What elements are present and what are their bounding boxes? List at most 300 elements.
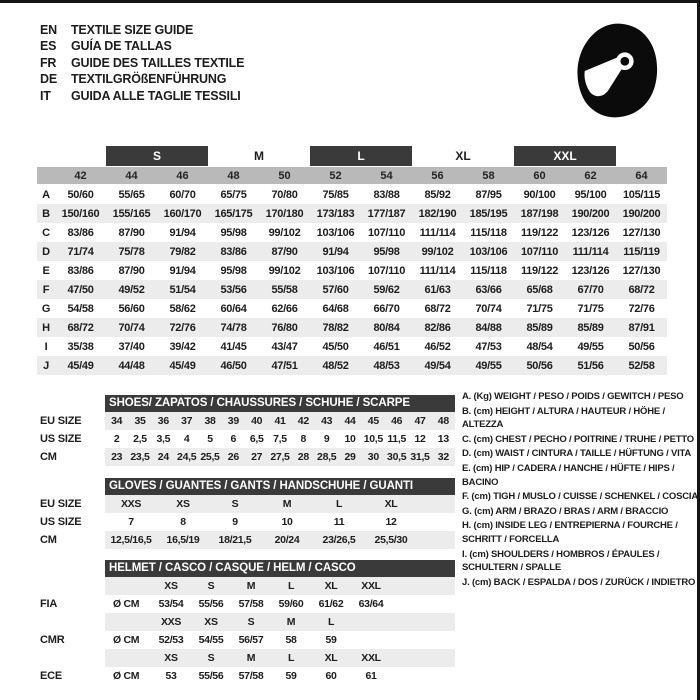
language-title: GUIDA ALLE TAGLIE TESSILI xyxy=(71,88,241,103)
cell: 76/80 xyxy=(271,321,298,334)
cell: 71/74 xyxy=(67,245,94,258)
cell: 12,5/16,5 xyxy=(110,534,152,546)
cell: 165/175 xyxy=(214,207,253,220)
helmet-values xyxy=(105,595,455,613)
cell: 49/55 xyxy=(475,359,502,372)
gloves-table-body xyxy=(40,495,460,549)
cell: 53 xyxy=(165,670,177,682)
cell: 49/52 xyxy=(118,283,145,296)
cell: 43/47 xyxy=(271,340,298,353)
size-cell: M xyxy=(246,580,256,592)
cell: 59/62 xyxy=(373,283,400,296)
cell: 111/114 xyxy=(419,226,456,239)
cell: 18/21,5 xyxy=(218,534,252,546)
cell: 99/102 xyxy=(421,245,454,258)
table-row xyxy=(37,242,667,261)
row-label: I xyxy=(44,340,48,353)
helmet-size-row xyxy=(40,577,460,595)
shoes-row-values xyxy=(105,412,455,430)
legend-item: J. (cm) BACK / ESPALDA / DOS / ZURÜCK / INDIETRO xyxy=(462,576,696,588)
gloves-row-label: CM xyxy=(40,534,57,546)
cell: 61/63 xyxy=(424,283,451,296)
col-header: 54 xyxy=(380,169,393,182)
cell: 70/80 xyxy=(271,188,298,201)
col-header: 56 xyxy=(431,169,444,182)
row-label: A xyxy=(42,188,50,201)
language-row xyxy=(40,71,244,87)
cell: 99/102 xyxy=(268,264,301,277)
size-band-xl: XL xyxy=(455,149,471,163)
size-cell: S xyxy=(207,580,215,592)
cell: 160/170 xyxy=(163,207,202,220)
cell: 68/72 xyxy=(628,283,655,296)
table-row xyxy=(37,204,667,223)
shoes-row-label: CM xyxy=(40,451,57,463)
cell: 91/94 xyxy=(169,226,196,239)
cell: 53/54 xyxy=(158,598,184,610)
cell: 103/106 xyxy=(316,226,355,239)
col-header: 62 xyxy=(584,169,597,182)
measurement-legend xyxy=(462,390,698,590)
gloves-row xyxy=(40,513,460,531)
cell: 16,5/19 xyxy=(166,534,200,546)
legend-item: C. (cm) CHEST / PECHO / POITRINE / TRUHE / PETTO xyxy=(462,433,694,445)
cell: 57/58 xyxy=(238,670,264,682)
col-header: 64 xyxy=(635,169,648,182)
cell: 39 xyxy=(227,415,239,427)
table-row xyxy=(37,280,667,299)
cell: 105/115 xyxy=(622,188,661,201)
cell: 43 xyxy=(321,415,333,427)
cell: 47 xyxy=(414,415,426,427)
cell: 42 xyxy=(297,415,309,427)
table-row xyxy=(37,356,667,375)
legend-item: H. (cm) INSIDE LEG / ENTREPIERNA / FOURCHE / SCHRITT / FORCELLA xyxy=(462,520,678,545)
size-cell: S xyxy=(207,652,215,664)
cell: XS xyxy=(176,498,190,510)
cell: 187/198 xyxy=(520,207,559,220)
cell: 82/86 xyxy=(424,321,451,334)
cell: 30,5 xyxy=(387,451,407,463)
cell: 190/200 xyxy=(571,207,610,220)
cell: 66/70 xyxy=(373,302,400,315)
main-size-band-row xyxy=(37,146,667,166)
helmet-value-row xyxy=(40,595,460,613)
cell: 54/55 xyxy=(198,634,224,646)
size-band-l: L xyxy=(310,146,412,166)
cell: S xyxy=(231,498,239,510)
cell: 59 xyxy=(285,670,297,682)
legend-item: A. (Kg) WEIGHT / PESO / POIDS / GEWITCH / PESO xyxy=(462,391,684,402)
cell: 87/95 xyxy=(475,188,502,201)
cell: 60/64 xyxy=(220,302,247,315)
cell: 26 xyxy=(227,451,239,463)
cell: 10 xyxy=(344,433,356,445)
cell: 150/160 xyxy=(61,207,100,220)
size-band-m: M xyxy=(254,149,264,163)
cell: 46/52 xyxy=(424,340,451,353)
size-cell: XS xyxy=(164,652,178,664)
helmet-table-body xyxy=(40,577,460,685)
cell: 37 xyxy=(181,415,193,427)
legend-item: E. (cm) HIP / CADERA / HANCHE / HÜFTE / HIPS / BACINO xyxy=(462,462,675,488)
cell: 115/119 xyxy=(623,245,660,258)
cell: 49/55 xyxy=(577,340,604,353)
cell: 78/82 xyxy=(322,321,349,334)
cell: 127/130 xyxy=(622,226,661,239)
main-col-header-row xyxy=(37,167,667,184)
helmet-size-values xyxy=(105,649,455,667)
size-cell: XXS xyxy=(160,616,182,628)
cell: 3,5 xyxy=(156,433,171,445)
cell: 35 xyxy=(134,415,146,427)
racing-helmet-icon xyxy=(573,18,661,129)
language-title: TEXTILE SIZE GUIDE xyxy=(71,23,194,37)
cell: 31,5 xyxy=(410,451,430,463)
gloves-row xyxy=(40,495,460,513)
cell: 72/76 xyxy=(169,321,196,334)
cell: 107/110 xyxy=(520,245,559,258)
cell: XXS xyxy=(120,498,142,510)
cell: 7 xyxy=(128,516,134,528)
cell: 87/90 xyxy=(118,226,145,239)
cell: 95/100 xyxy=(574,188,607,201)
cell: 57/58 xyxy=(238,598,264,610)
cell: 85/92 xyxy=(424,188,451,201)
cell: 2 xyxy=(113,433,120,445)
row-label: J xyxy=(43,359,49,372)
cell: 45/49 xyxy=(169,359,196,372)
cell: 47/50 xyxy=(67,283,94,296)
cell: 74/78 xyxy=(220,321,247,334)
cell: 68/72 xyxy=(67,321,94,334)
cell: 45/49 xyxy=(67,359,94,372)
cell: 51/54 xyxy=(169,283,196,296)
cell: 56/57 xyxy=(238,634,264,646)
cell: 13 xyxy=(437,433,449,445)
cell: 111/114 xyxy=(572,245,609,258)
cell: 41 xyxy=(274,415,286,427)
cell: 4 xyxy=(183,433,190,445)
cell: 7,5 xyxy=(273,433,287,445)
cell: 37/40 xyxy=(118,340,145,353)
cell: 60 xyxy=(325,670,337,682)
cell: 50/60 xyxy=(67,188,94,201)
table-row xyxy=(37,318,667,337)
shoes-section xyxy=(40,395,460,466)
gloves-section xyxy=(40,478,460,549)
cell: 8 xyxy=(300,433,307,445)
cell: 48/54 xyxy=(526,340,553,353)
cell: 62/66 xyxy=(271,302,298,315)
size-cell: XS xyxy=(204,616,218,628)
cell: 8 xyxy=(180,516,186,528)
cell: 32 xyxy=(437,451,449,463)
cell: 79/82 xyxy=(169,245,196,258)
helmet-standard-label: FIA xyxy=(40,598,58,610)
gloves-row-label: US SIZE xyxy=(40,516,82,528)
cell: 95/98 xyxy=(220,226,247,239)
table-row xyxy=(37,261,667,280)
cell: 119/122 xyxy=(520,264,559,277)
cell: 95/98 xyxy=(220,264,247,277)
cell: 45 xyxy=(367,415,379,427)
size-cell: L xyxy=(287,580,295,592)
cell: 119/122 xyxy=(520,226,559,239)
language-title: GUÍA DE TALLAS xyxy=(71,39,172,54)
cell: 87/90 xyxy=(271,245,298,258)
cell: 107/110 xyxy=(367,264,406,277)
cell: L xyxy=(335,498,343,510)
cell: 75/85 xyxy=(322,188,349,201)
size-band-xxl: XXL xyxy=(514,146,616,166)
cell: 111/114 xyxy=(419,264,456,277)
cell: 12 xyxy=(385,516,397,528)
cell: 5 xyxy=(207,433,213,445)
cell: 91/94 xyxy=(322,245,349,258)
size-cell: XL xyxy=(324,652,338,664)
cell: 6,5 xyxy=(249,433,264,445)
gloves-section-title: GLOVES / GUANTES / GANTS / HANDSCHUHE / GUANTI xyxy=(105,478,455,495)
cell: 115/118 xyxy=(470,226,507,239)
cell: 55/65 xyxy=(118,188,145,201)
shoes-row xyxy=(40,448,460,466)
col-header: 46 xyxy=(176,169,189,182)
helmet-size-values xyxy=(105,577,455,595)
cell: 52/58 xyxy=(628,359,655,372)
gloves-row-values xyxy=(105,531,455,549)
cell: 123/126 xyxy=(571,226,610,239)
helmet-values xyxy=(105,667,455,685)
cell: 23 xyxy=(111,451,123,463)
cell: 54/58 xyxy=(67,302,94,315)
cell: 49/54 xyxy=(424,359,451,372)
cell: 25,5 xyxy=(200,451,220,463)
cell: 35/38 xyxy=(67,340,94,353)
cell: 46/51 xyxy=(373,340,400,353)
cell: 46/50 xyxy=(220,359,247,372)
cell: 99/102 xyxy=(268,226,301,239)
cell: 63/66 xyxy=(475,283,502,296)
language-code: EN xyxy=(40,23,57,37)
helmet-value-row xyxy=(40,667,460,685)
cell: 23,5 xyxy=(130,451,150,463)
language-code: ES xyxy=(40,39,57,54)
cell: 87/90 xyxy=(118,264,145,277)
gloves-row-values xyxy=(105,495,455,513)
cell: 67/70 xyxy=(577,283,604,296)
shoes-table-body xyxy=(40,412,460,466)
table-row xyxy=(37,223,667,242)
cell: 11,5 xyxy=(387,433,406,445)
unit-label: Ø CM xyxy=(113,634,140,646)
cell: 63/64 xyxy=(358,598,384,610)
cell: 47/53 xyxy=(475,340,502,353)
size-cell: M xyxy=(286,616,296,628)
cell: 68/72 xyxy=(424,302,451,315)
cell: 123/126 xyxy=(571,264,610,277)
cell: 50/56 xyxy=(628,340,655,353)
cell: 52/53 xyxy=(158,634,184,646)
cell: 71/75 xyxy=(577,302,604,315)
cell: 103/106 xyxy=(469,245,508,258)
cell: 75/78 xyxy=(118,245,145,258)
cell: 127/130 xyxy=(622,264,661,277)
cell: 80/84 xyxy=(373,321,400,334)
cell: 50/56 xyxy=(526,359,553,372)
cell: 55/56 xyxy=(198,670,224,682)
cell: 56/60 xyxy=(118,302,145,315)
shoes-row xyxy=(40,412,460,430)
cell: 39/42 xyxy=(169,340,196,353)
cell: 107/110 xyxy=(367,226,406,239)
unit-label: Ø CM xyxy=(113,670,140,682)
cell: 45/50 xyxy=(322,340,349,353)
col-header: 60 xyxy=(533,169,546,182)
size-cell: L xyxy=(287,652,295,664)
col-header: 50 xyxy=(278,169,291,182)
unit-label: Ø CM xyxy=(113,598,140,610)
language-list xyxy=(40,22,244,104)
cell: 65/75 xyxy=(220,188,247,201)
language-row xyxy=(40,22,244,38)
cell: 30 xyxy=(367,451,379,463)
row-label: B xyxy=(42,207,50,220)
col-header: 44 xyxy=(125,169,138,182)
language-row xyxy=(40,55,244,71)
helmet-size-values xyxy=(105,613,455,631)
language-code: DE xyxy=(40,72,57,87)
cell: 83/86 xyxy=(67,226,94,239)
helmet-section xyxy=(40,560,460,685)
row-label: F xyxy=(42,283,50,296)
cell: 24 xyxy=(157,451,169,463)
helmet-values xyxy=(105,631,455,649)
cell: 83/86 xyxy=(67,264,94,277)
shoes-row-label: US SIZE xyxy=(40,433,82,445)
cell: 87/91 xyxy=(628,321,655,334)
shoes-row-values xyxy=(105,430,455,448)
cell: 23/26,5 xyxy=(322,534,356,546)
cell: 48/52 xyxy=(322,359,349,372)
cell: 182/190 xyxy=(418,207,457,220)
language-title: GUIDE DES TAILLES TEXTILE xyxy=(71,55,245,70)
cell: 20/24 xyxy=(274,534,300,546)
row-label: H xyxy=(42,321,50,334)
helmet-standard-label: CMR xyxy=(40,634,65,646)
col-header: 42 xyxy=(74,169,87,182)
cell: 59 xyxy=(325,634,337,646)
helmet-size-row xyxy=(40,613,460,631)
cell: 60/70 xyxy=(169,188,196,201)
main-size-table xyxy=(37,146,667,375)
cell: 9 xyxy=(232,516,238,528)
cell: 47/51 xyxy=(271,359,298,372)
row-label: G xyxy=(41,302,51,315)
cell: 70/74 xyxy=(118,321,145,334)
cell: 38 xyxy=(204,415,216,427)
cell: 46 xyxy=(391,415,403,427)
legend-item: I. (cm) SHOULDERS / HOMBROS / ÉPAULES / SCHULTERN / SPALLE xyxy=(462,548,660,574)
table-row xyxy=(37,337,667,356)
cell: 190/200 xyxy=(622,207,661,220)
size-band-s: S xyxy=(106,146,208,166)
col-header: 48 xyxy=(227,169,240,182)
cell: 11 xyxy=(333,516,345,528)
cell: 10,5 xyxy=(363,433,383,445)
size-cell: XL xyxy=(324,580,338,592)
size-cell: XXL xyxy=(361,652,381,664)
legend-item: D. (cm) WAIST / CINTURA / TAILLE / HÜFTUNG / VITA xyxy=(462,448,692,460)
cell: 65/68 xyxy=(526,283,553,296)
helmet-size-row xyxy=(40,649,460,667)
legend-item: F. (cm) TIGH / MUSLO / CUISSE / SCHENKEL / COSCIA xyxy=(462,491,698,503)
shoes-row xyxy=(40,430,460,448)
cell: 57/60 xyxy=(322,283,349,296)
row-label: C xyxy=(42,226,50,239)
cell: 27 xyxy=(251,451,263,463)
cell: 58/62 xyxy=(169,302,196,315)
cell: 58 xyxy=(285,634,297,646)
legend-item: G. (cm) ARM / BRAZO / BRAS / ARM / BRACCIO xyxy=(462,505,669,517)
cell: 173/183 xyxy=(316,207,355,220)
cell: 24,5 xyxy=(177,451,197,463)
cell: 53/56 xyxy=(220,283,247,296)
cell: M xyxy=(282,498,292,510)
shoes-section-title: SHOES/ ZAPATOS / CHAUSSURES / SCHUHE / SCARPE xyxy=(105,395,455,412)
gloves-row-label: EU SIZE xyxy=(40,498,82,510)
cell: 34 xyxy=(111,415,123,427)
cell: 36 xyxy=(157,415,169,427)
language-row xyxy=(40,38,244,54)
table-row xyxy=(37,185,667,204)
size-cell: XXL xyxy=(361,580,381,592)
cell: 28 xyxy=(297,451,309,463)
language-code: IT xyxy=(40,88,51,103)
row-label: D xyxy=(42,245,50,258)
language-title: TEXTILGRÖßENFÜHRUNG xyxy=(71,72,227,87)
language-code: FR xyxy=(40,55,57,70)
cell: 83/88 xyxy=(373,188,400,201)
cell: 71/75 xyxy=(526,302,553,315)
cell: 83/86 xyxy=(220,245,247,258)
cell: 44 xyxy=(344,415,356,427)
cell: 185/195 xyxy=(469,207,508,220)
cell: 59/60 xyxy=(278,598,304,610)
cell: 177/187 xyxy=(367,207,406,220)
gloves-row-values xyxy=(105,513,455,531)
shoes-row-values xyxy=(105,448,455,466)
row-label: E xyxy=(42,264,50,277)
cell: XL xyxy=(384,498,398,510)
cell: 6 xyxy=(230,433,237,445)
cell: 90/100 xyxy=(523,188,556,201)
cell: 48/53 xyxy=(373,359,400,372)
cell: 28,5 xyxy=(317,451,337,463)
cell: 48 xyxy=(437,415,449,427)
cell: 40 xyxy=(251,415,263,427)
cell: 29 xyxy=(344,451,356,463)
cell: 9 xyxy=(323,433,330,445)
cell: 85/89 xyxy=(577,321,604,334)
cell: 115/118 xyxy=(470,264,507,277)
cell: 55/58 xyxy=(271,283,298,296)
cell: 61/62 xyxy=(318,598,344,610)
cell: 10 xyxy=(281,516,293,528)
cell: 44/48 xyxy=(118,359,145,372)
page-border-top xyxy=(0,0,700,3)
helmet-standard-label: ECE xyxy=(40,670,63,682)
